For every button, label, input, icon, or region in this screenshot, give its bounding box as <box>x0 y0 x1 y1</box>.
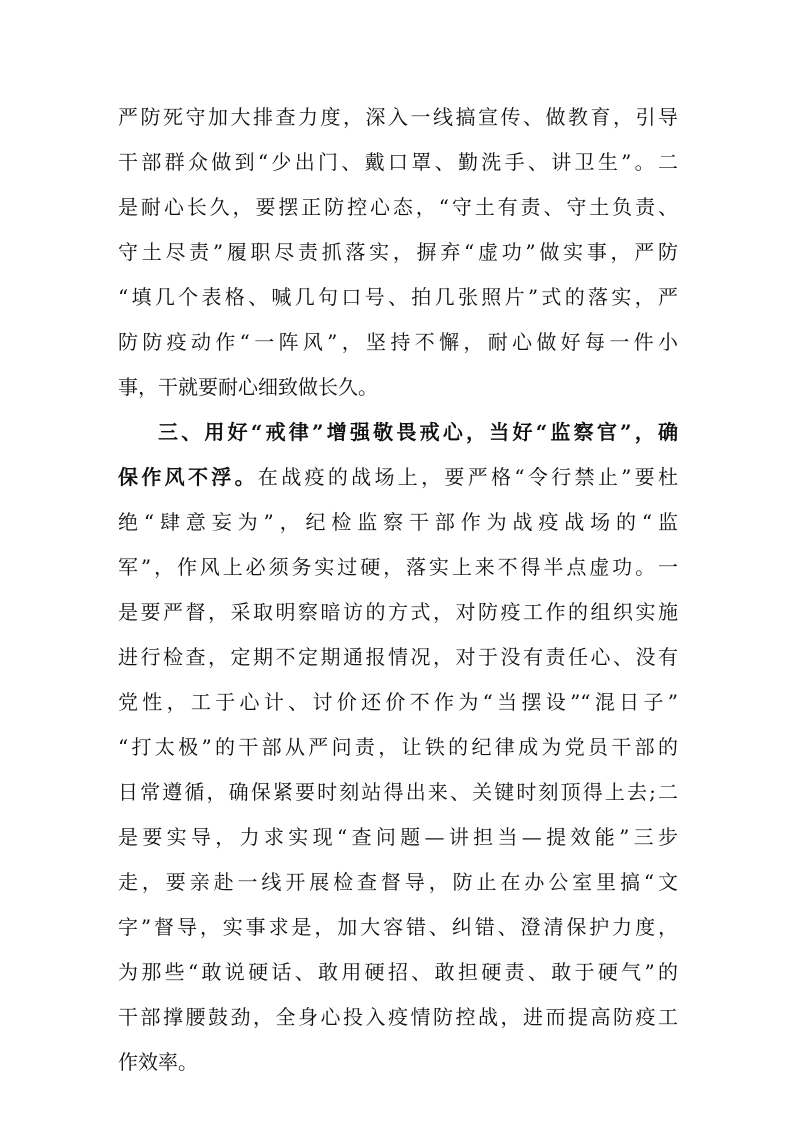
text-line-19: 字”督导，实事求是，加大容错、纠错、澄清保护力度， <box>118 915 678 939</box>
heading-following-text: 在战疫的战场上，要严格“令行禁止”要杜 <box>257 465 678 489</box>
text-line-15: “打太极”的干部从严问责，让铁的纪律成为党员干部的 <box>118 735 678 759</box>
text-line-12: 是要严督，采取明察暗访的方式，对防疫工作的组织实施 <box>118 600 678 624</box>
text-line-21: 干部撑腰鼓劲，全身心投入疫情防控战，进而提高防疫工 <box>118 1005 678 1029</box>
text-line-1: 严防死守加大排查力度，深入一线搞宣传、做教育，引导 <box>118 105 678 129</box>
text-line-11: 军”，作风上必须务实过硬，落实上来不得半点虚功。一 <box>118 555 678 579</box>
text-line-4: 守土尽责”履职尽责抓落实，摒弃“虚功”做实事，严防 <box>118 240 678 264</box>
text-line-18: 走，要亲赴一线开展检查督导，防止在办公室里搞“文 <box>118 870 678 894</box>
text-line-5: “填几个表格、喊几句口号、拍几张照片”式的落实，严 <box>118 285 678 309</box>
text-line-13: 进行检查，定期不定期通报情况，对于没有责任心、没有 <box>118 645 678 669</box>
heading-continuation-line <box>118 455 678 500</box>
text-line-14: 党性，工于心计、讨价还价不作为“当摆设”“混日子” <box>118 690 678 714</box>
section-heading-line: 三、用好“戒律”增强敬畏戒心，当好“监察官”，确 <box>158 420 678 444</box>
text-line-20: 为那些“敢说硬话、敢用硬招、敢担硬责、敢于硬气”的 <box>118 960 678 984</box>
text-line-3: 是耐心长久，要摆正防控心态，“守土有责、守土负责、 <box>118 195 678 219</box>
text-line-6: 防防疫动作“一阵风”，坚持不懈，耐心做好每一件小 <box>118 330 678 354</box>
text-line-2: 干部群众做到“少出门、戴口罩、勤洗手、讲卫生”。二 <box>118 150 678 174</box>
text-line-10: 绝“肆意妄为”，纪检监察干部作为战疫战场的“监 <box>118 510 678 534</box>
body-text <box>118 95 678 1085</box>
text-line-22: 作效率。 <box>118 1050 198 1074</box>
text-line-16: 日常遵循，确保紧要时刻站得出来、关键时刻顶得上去;二 <box>118 780 678 804</box>
text-line-7: 事，干就要耐心细致做长久。 <box>118 375 378 399</box>
text-line-17: 是要实导，力求实现“查问题—讲担当—提效能”三步 <box>118 825 678 849</box>
section-heading-end: 保作风不浮。 <box>118 465 258 489</box>
